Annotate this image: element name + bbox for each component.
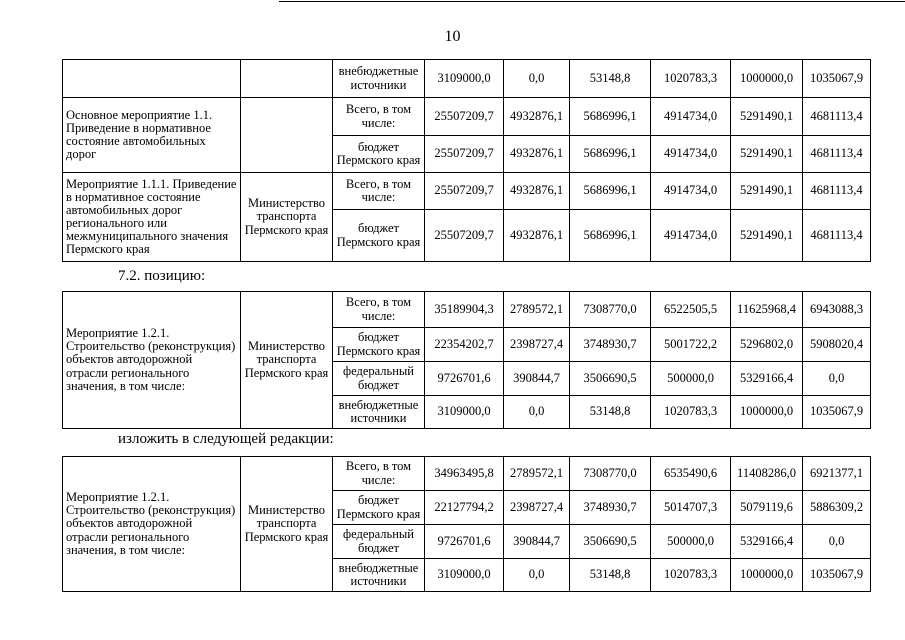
value-cell: 5329166,4 <box>731 525 803 559</box>
value-cell: 4681113,4 <box>803 173 871 210</box>
value-cell: 4932876,1 <box>504 136 570 173</box>
value-cell: 7308770,0 <box>570 457 651 491</box>
top-rule <box>279 1 905 2</box>
value-cell: 6921377,1 <box>803 457 871 491</box>
value-cell: 1000000,0 <box>731 559 803 592</box>
value-cell: 35189904,3 <box>425 292 504 328</box>
source-cell: Всего, в том числе: <box>333 98 425 136</box>
value-cell: 390844,7 <box>504 362 570 396</box>
value-cell: 2789572,1 <box>504 292 570 328</box>
source-cell: Всего, в том числе: <box>333 173 425 210</box>
value-cell: 25507209,7 <box>425 98 504 136</box>
source-cell: Всего, в том числе: <box>333 457 425 491</box>
value-cell: 4932876,1 <box>504 210 570 262</box>
value-cell: 5686996,1 <box>570 173 651 210</box>
responsible-cell: Министерство транспорта Пермского края <box>241 173 333 262</box>
value-cell: 500000,0 <box>651 362 731 396</box>
value-cell: 4914734,0 <box>651 136 731 173</box>
sub-measure-description: Мероприятие 1.1.1. Приведение в нормативное состояние автомобильных дорог регионального или межмуниципального значения Пермского края <box>63 173 241 262</box>
value-cell: 25507209,7 <box>425 210 504 262</box>
table-row <box>63 292 871 328</box>
value-cell: 22354202,7 <box>425 328 504 362</box>
empty-cell <box>241 98 333 173</box>
value-cell: 3748930,7 <box>570 328 651 362</box>
value-cell: 4914734,0 <box>651 173 731 210</box>
value-cell: 5686996,1 <box>570 98 651 136</box>
value-cell: 3506690,5 <box>570 525 651 559</box>
value-cell: 2789572,1 <box>504 457 570 491</box>
value-cell: 5291490,1 <box>731 98 803 136</box>
value-cell: 34963495,8 <box>425 457 504 491</box>
heading-position: 7.2. позицию: <box>118 268 206 284</box>
value-cell: 1020783,3 <box>651 396 731 429</box>
value-cell: 1020783,3 <box>651 60 731 98</box>
measure-description: Мероприятие 1.2.1. Строительство (реконструкция) объектов автодорожной отрасли регионального значения, в том числе: <box>63 292 241 429</box>
value-cell: 53148,8 <box>570 559 651 592</box>
value-cell: 5886309,2 <box>803 491 871 525</box>
value-cell: 7308770,0 <box>570 292 651 328</box>
source-cell: Всего, в том числе: <box>333 292 425 328</box>
value-cell: 1000000,0 <box>731 396 803 429</box>
value-cell: 0,0 <box>504 60 570 98</box>
section3-table <box>62 456 871 592</box>
heading-edit: изложить в следующей редакции: <box>118 431 334 447</box>
value-cell: 5686996,1 <box>570 136 651 173</box>
value-cell: 4932876,1 <box>504 173 570 210</box>
value-cell: 5079119,6 <box>731 491 803 525</box>
value-cell: 4914734,0 <box>651 98 731 136</box>
value-cell: 1035067,9 <box>803 396 871 429</box>
source-cell: бюджет Пермского края <box>333 491 425 525</box>
measure-description: Мероприятие 1.2.1. Строительство (реконструкция) объектов автодорожной отрасли регионального значения, в том числе: <box>63 457 241 592</box>
value-cell: 25507209,7 <box>425 173 504 210</box>
value-cell: 9726701,6 <box>425 525 504 559</box>
table-row <box>63 98 871 136</box>
source-cell: внебюджетные источники <box>333 60 425 98</box>
value-cell: 11408286,0 <box>731 457 803 491</box>
value-cell: 2398727,4 <box>504 328 570 362</box>
table-row <box>63 457 871 491</box>
value-cell: 4681113,4 <box>803 98 871 136</box>
value-cell: 4932876,1 <box>504 98 570 136</box>
source-cell: федеральный бюджет <box>333 362 425 396</box>
value-cell: 1000000,0 <box>731 60 803 98</box>
value-cell: 3748930,7 <box>570 491 651 525</box>
value-cell: 0,0 <box>504 396 570 429</box>
value-cell: 53148,8 <box>570 396 651 429</box>
value-cell: 1035067,9 <box>803 60 871 98</box>
value-cell: 3109000,0 <box>425 60 504 98</box>
value-cell: 390844,7 <box>504 525 570 559</box>
value-cell: 5296802,0 <box>731 328 803 362</box>
value-cell: 6535490,6 <box>651 457 731 491</box>
value-cell: 9726701,6 <box>425 362 504 396</box>
value-cell: 1035067,9 <box>803 559 871 592</box>
value-cell: 5291490,1 <box>731 136 803 173</box>
page-number: 10 <box>444 28 461 45</box>
source-cell: бюджет Пермского края <box>333 328 425 362</box>
value-cell: 6522505,5 <box>651 292 731 328</box>
value-cell: 5001722,2 <box>651 328 731 362</box>
source-cell: бюджет Пермского края <box>333 136 425 173</box>
value-cell: 4914734,0 <box>651 210 731 262</box>
responsible-cell: Министерство транспорта Пермского края <box>241 292 333 429</box>
value-cell: 5329166,4 <box>731 362 803 396</box>
empty-cell <box>63 60 241 98</box>
source-cell: внебюджетные источники <box>333 559 425 592</box>
value-cell: 5686996,1 <box>570 210 651 262</box>
value-cell: 0,0 <box>803 362 871 396</box>
value-cell: 5014707,3 <box>651 491 731 525</box>
value-cell: 53148,8 <box>570 60 651 98</box>
responsible-cell: Министерство транспорта Пермского края <box>241 457 333 592</box>
table-row <box>63 173 871 210</box>
source-cell: федеральный бюджет <box>333 525 425 559</box>
source-cell: внебюджетные источники <box>333 396 425 429</box>
value-cell: 3506690,5 <box>570 362 651 396</box>
value-cell: 2398727,4 <box>504 491 570 525</box>
value-cell: 0,0 <box>504 559 570 592</box>
source-cell: бюджет Пермского края <box>333 210 425 262</box>
main-measure-description: Основное мероприятие 1.1. Приведение в нормативное состояние автомобильных дорог <box>63 98 241 173</box>
empty-cell <box>241 60 333 98</box>
value-cell: 5291490,1 <box>731 173 803 210</box>
value-cell: 6943088,3 <box>803 292 871 328</box>
value-cell: 5908020,4 <box>803 328 871 362</box>
value-cell: 3109000,0 <box>425 396 504 429</box>
value-cell: 1020783,3 <box>651 559 731 592</box>
section1-table <box>62 59 871 262</box>
value-cell: 4681113,4 <box>803 210 871 262</box>
value-cell: 25507209,7 <box>425 136 504 173</box>
value-cell: 5291490,1 <box>731 210 803 262</box>
value-cell: 0,0 <box>803 525 871 559</box>
value-cell: 3109000,0 <box>425 559 504 592</box>
value-cell: 500000,0 <box>651 525 731 559</box>
table-row <box>63 60 871 98</box>
value-cell: 22127794,2 <box>425 491 504 525</box>
value-cell: 4681113,4 <box>803 136 871 173</box>
value-cell: 11625968,4 <box>731 292 803 328</box>
section2-table <box>62 291 871 429</box>
